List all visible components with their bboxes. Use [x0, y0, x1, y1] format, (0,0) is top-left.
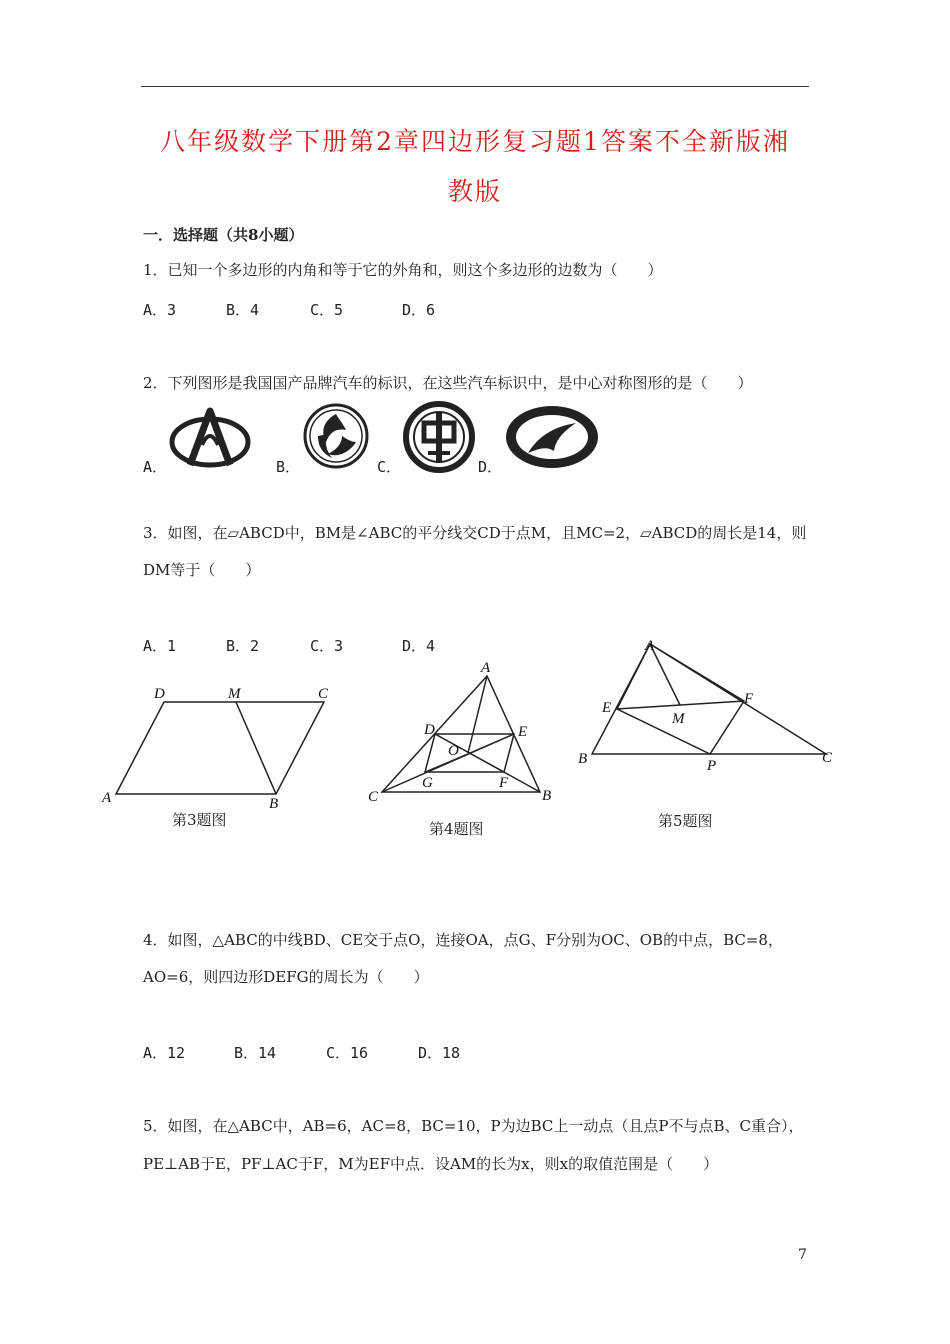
- header-rule: [141, 86, 809, 87]
- q4-option-d: D．18: [418, 1044, 461, 1062]
- fig5-label-b: B: [578, 751, 588, 767]
- q4-option-c: C．16: [326, 1044, 369, 1062]
- q4-option-b: B．14: [234, 1044, 277, 1062]
- q2-option-d: D．: [478, 458, 503, 476]
- title-line-1: 八年级数学下册第2章四边形复习题1答案不全新版湘: [160, 127, 790, 156]
- question-4-line-2: AO=6，则四边形DEFG的周长为（ ）: [143, 968, 429, 986]
- figure-5-caption: 第5题图: [658, 812, 713, 830]
- fig5-label-f: F: [744, 691, 754, 707]
- chery-logo-icon: [302, 402, 370, 470]
- q3-option-a: A．1: [143, 637, 177, 655]
- fig5-label-e: E: [602, 700, 612, 716]
- fig5-label-m: M: [672, 711, 685, 727]
- fig5-label-c: C: [822, 750, 833, 766]
- question-4-line-1: 4．如图，△ABC的中线BD、CE交于点O，连接OA，点G、F分别为OC、OB的中点，BC=8，: [143, 931, 783, 949]
- fig4-label-f: F: [499, 775, 509, 791]
- q2-option-a: A．: [143, 458, 168, 476]
- figure-4-triangle: [362, 656, 562, 810]
- question-2-text: 2．下列图形是我国国产品牌汽车的标识，在这些汽车标识中，是中心对称图形的是（ ）: [143, 374, 753, 392]
- fig3-label-m: M: [228, 686, 241, 702]
- fig3-label-a: A: [102, 790, 112, 806]
- fig3-label-d: D: [154, 686, 165, 702]
- figure-4-caption: 第4题图: [429, 820, 484, 838]
- question-5-line-2: PE⊥AB于E，PF⊥AC于F，M为EF中点．设AM的长为x，则x的取值范围是（ ）: [143, 1155, 719, 1173]
- q1-option-b: B．4: [226, 301, 260, 319]
- q3-option-c: C．3: [310, 637, 344, 655]
- section-heading: 一．选择题（共8小题）: [143, 226, 304, 244]
- figure-3-caption: 第3题图: [172, 811, 227, 829]
- q1-option-a: A．3: [143, 301, 177, 319]
- q2-option-b: B．: [276, 458, 301, 476]
- fig3-label-c: C: [318, 686, 329, 702]
- changan-logo-icon: [168, 405, 252, 469]
- q2-option-c: C．: [377, 458, 402, 476]
- q4-option-a: A．12: [143, 1044, 186, 1062]
- title-line-2: 教版: [447, 177, 502, 206]
- fig4-label-a: A: [481, 660, 491, 676]
- page-number: 7: [798, 1247, 807, 1263]
- question-1-text: 1．已知一个多边形的内角和等于它的外角和，则这个多边形的边数为（ ）: [143, 261, 663, 279]
- fig4-label-g: G: [422, 775, 433, 791]
- fig4-label-o: O: [448, 743, 459, 759]
- changcheng-logo-icon: [504, 403, 600, 469]
- question-3-line-2: DM等于（ ）: [143, 561, 261, 579]
- question-3-line-1: 3．如图，在▱ABCD中，BM是∠ABC的平分线交CD于点M，且MC=2，▱ABCD的周长是14，则: [143, 524, 807, 542]
- fig5-label-p: P: [707, 758, 717, 774]
- q3-option-d: D．4: [402, 637, 436, 655]
- fig4-label-c: C: [368, 789, 379, 805]
- question-5-line-1: 5．如图，在△ABC中，AB=6，AC=8，BC=10，P为边BC上一动点（且点P不与点B、C重合），: [143, 1117, 804, 1135]
- fig4-label-b: B: [542, 788, 552, 804]
- fig4-label-d: D: [424, 722, 435, 738]
- fig5-label-a: A: [645, 638, 655, 654]
- zhonghua-logo-icon: [402, 401, 476, 473]
- q3-option-b: B．2: [226, 637, 260, 655]
- figure-5-triangle: [574, 632, 840, 774]
- q1-option-c: C．5: [310, 301, 344, 319]
- figure-3-parallelogram: [98, 680, 338, 810]
- fig4-label-e: E: [518, 724, 528, 740]
- fig3-label-b: B: [269, 796, 279, 810]
- q1-option-d: D．6: [402, 301, 436, 319]
